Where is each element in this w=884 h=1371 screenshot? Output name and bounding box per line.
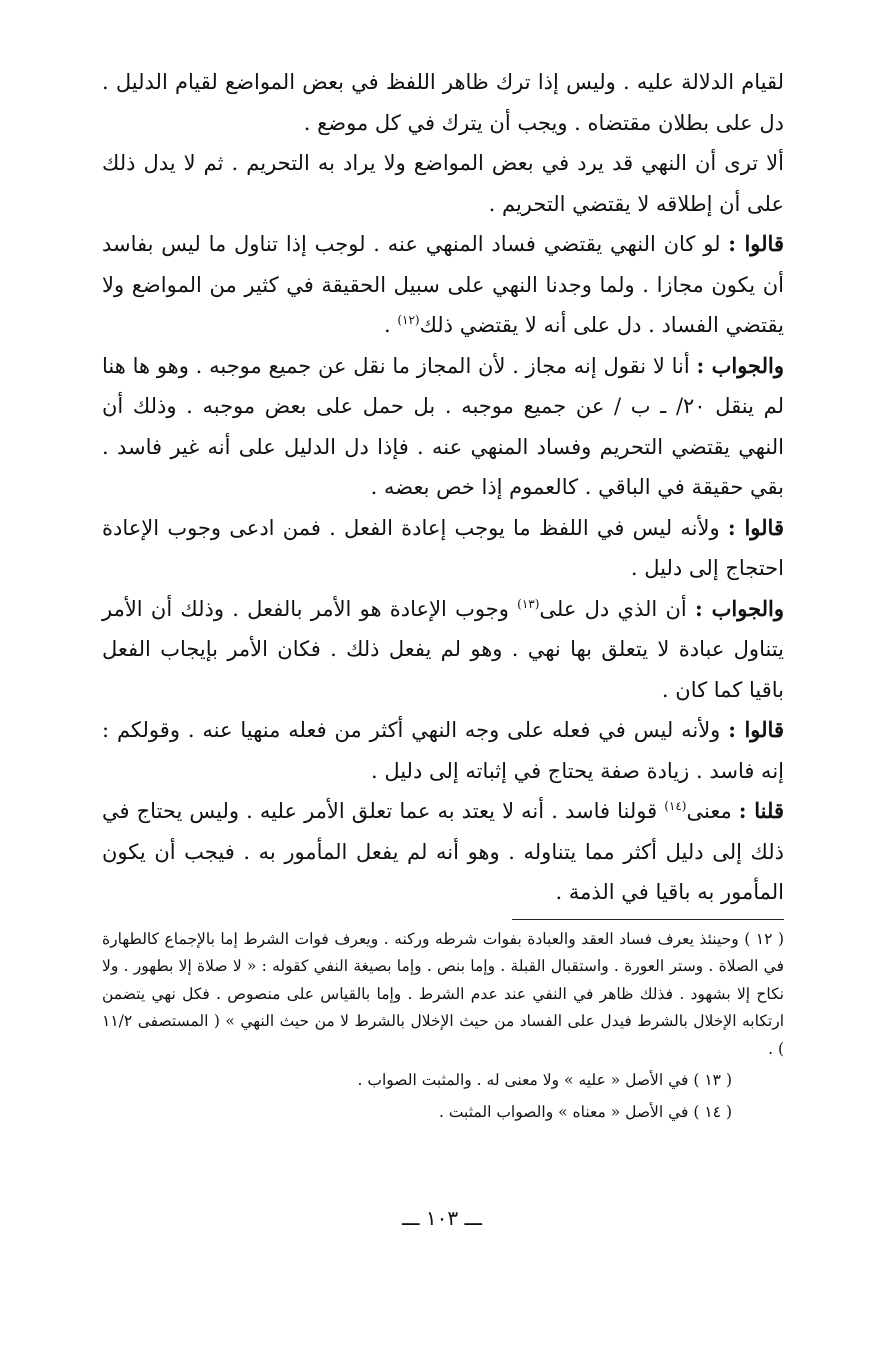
paragraph-text: قولنا فاسد . أنه لا يعتد به عما تعلق الأمر عليه . وليس يحتاج في ذلك إلى دليل أكثر مما يتناوله . وهو أنه لم يفعل المأمور به . فيجب أن يكون المأمور به باقيا في الذمة . bbox=[102, 799, 784, 904]
footnote: ( ١٣ ) في الأصل « عليه » ولا معنى له . والمثبت الصواب . bbox=[357, 1071, 732, 1089]
paragraph-text: ألا ترى أن النهي قد يرد في بعض المواضع ولا يراد به التحريم . ثم لا يدل ذلك على أن إطلاقه لا يقتضي التحريم . bbox=[102, 151, 784, 216]
paragraph bbox=[102, 508, 784, 589]
footnote-separator bbox=[512, 919, 784, 920]
paragraph-text: وجوب الإعادة هو الأمر بالفعل . وذلك أن الأمر يتناول عبادة لا يتعلق بها نهي . وهو لم يفعل ذلك . فكان الأمر بإيجاب الفعل باقيا كما كان . bbox=[102, 596, 784, 702]
paragraph bbox=[102, 143, 784, 224]
footnote-reference: (١٢) bbox=[397, 313, 420, 327]
footnote-reference: (١٤) bbox=[664, 799, 687, 813]
footnote-reference: (١٣) bbox=[517, 596, 540, 611]
speaker-label: قالوا : bbox=[728, 231, 784, 256]
paragraph-text: أن الذي دل على bbox=[539, 596, 695, 621]
page-number: ـــ ١٠٣ ـــ bbox=[401, 1206, 483, 1230]
paragraph-text: معنى bbox=[686, 799, 739, 823]
footnote: ( ١٢ ) وحينئذ يعرف فساد العقد والعبادة بفوات شرطه وركنه . ويعرف فوات الشرط إما بالإجماع كالطهارة في الصلاة . وستر العورة . واستقبال القبلة . وإما بنص . وإما بصيغة النفي كقوله : « لا صلاة إلا بطهور . ولا نكاح إلا بشهود . فذلك ظاهر في النفي عند عدم الشرط . وإما بالقياس على منصوص . فكل نهي يتضمن ارتكابه الإخلال بالشرط فيدل على الفساد من حيث الإخلال بالشرط لا من حيث النهي » ( المستصفى ١١/٢ ) . bbox=[102, 929, 784, 1058]
paragraph bbox=[102, 346, 784, 508]
speaker-label: قالوا : bbox=[727, 514, 784, 540]
footnotes bbox=[102, 926, 784, 1127]
speaker-label: قلنا : bbox=[738, 798, 784, 823]
speaker-label: قالوا : bbox=[728, 717, 784, 742]
main-text bbox=[102, 62, 784, 913]
paragraph-text: ولأنه ليس في فعله على وجه النهي أكثر من فعله منهيا عنه . وقولكم : إنه فاسد . زيادة صفة يحتاج في إثباته إلى دليل . bbox=[102, 718, 784, 783]
paragraph-text: أنا لا نقول إنه مجاز . لأن المجاز ما نقل عن جميع موجبه . وهو ها هنا لم ينقل ٢٠/ ـ ب / عن جميع موجبه . بل حمل على بعض موجبه . وذلك أن النهي يقتضي التحريم وفساد المنهي عنه . فإذا دل الدليل على أنه غير فاسد . بقي حقيقة في الباقي . كالعموم إذا خص بعضه . bbox=[102, 353, 784, 499]
paragraph bbox=[102, 710, 784, 791]
speaker-label: والجواب : bbox=[696, 352, 784, 378]
speaker-label: والجواب : bbox=[694, 595, 785, 621]
footnote: ( ١٤ ) في الأصل « معناه » والصواب المثبت . bbox=[438, 1102, 732, 1121]
paragraph-text: لقيام الدلالة عليه . وليس إذا ترك ظاهر اللفظ في بعض المواضع لقيام الدليل . دل على بطلان مقتضاه . ويجب أن يترك في كل موضع . bbox=[102, 70, 784, 135]
paragraph-text: ولأنه ليس في اللفظ ما يوجب إعادة الفعل . فمن ادعى وجوب الإعادة احتجاج إلى دليل . bbox=[102, 515, 784, 580]
paragraph bbox=[102, 224, 784, 346]
paragraph bbox=[102, 62, 784, 143]
paragraph-text: لو كان النهي يقتضي فساد المنهي عنه . لوجب إذا تناول ما ليس بفاسد أن يكون مجازا . ولما وجدنا النهي على سبيل الحقيقة في كثير من المواضع ولا يقتضي الفساد . دل على أنه لا يقتضي ذلك bbox=[102, 232, 784, 337]
paragraph-text: . bbox=[383, 313, 398, 337]
paragraph bbox=[102, 589, 784, 711]
paragraph bbox=[102, 791, 784, 913]
